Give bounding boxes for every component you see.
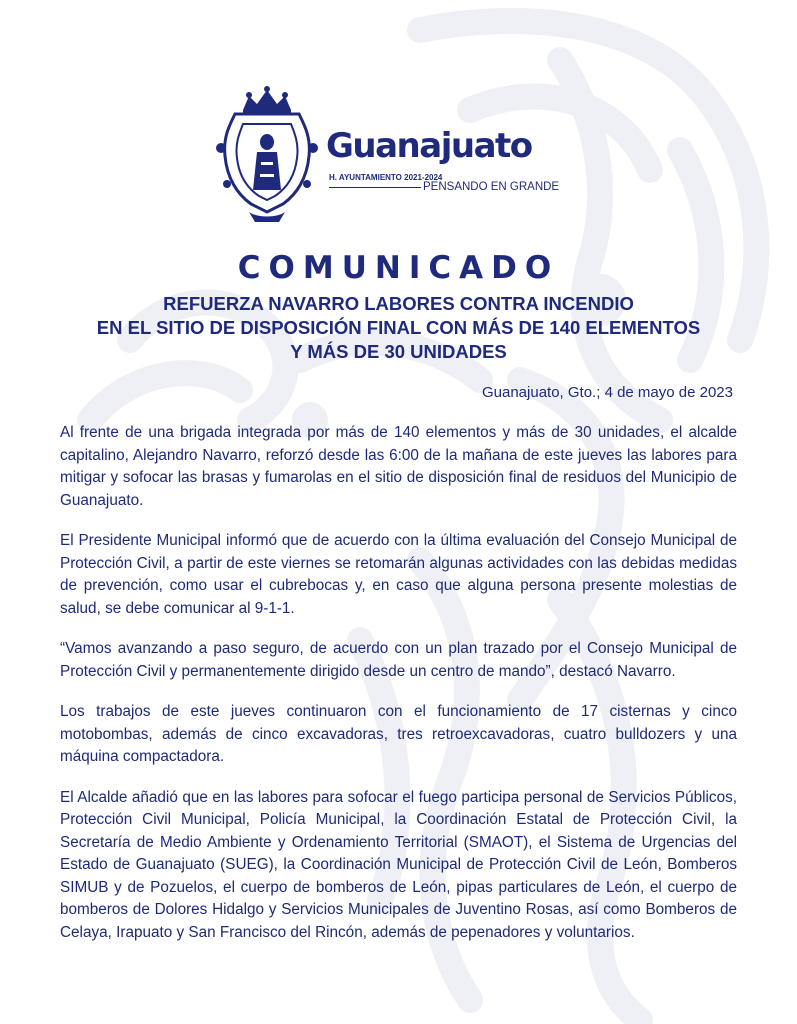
- body-paragraph: Los trabajos de este jueves continuaron con el funcionamiento de 17 cisternas y cinco motobombas, además de cinco excavadoras, tres retroexcavadoras, cuatro bulldozers y una máquina compactadora.: [60, 703, 737, 765]
- body-paragraph: El Alcalde añadió que en las labores para sofocar el fuego participa personal de Servicios Públicos, Protección Civil Municipal, Policía Municipal, la Coordinación Estatal de Protección Civil, la Secretaría de Medio Ambiente y Ordenamiento Territorial (SMAOT), el Sistema de Urgencias del Estado de Guanajuato (SUEG), la Coordinación Municipal de Protección Civil de León, Bomberos SIMUB y de Pozuelos, el cuerpo de bomberos de León, pipas particulares de León, el cuerpo de bomberos de Dolores Hidalgo y Servicios Municipales de Juventino Rosas, así como Bomberos de Celaya, Irapuato y San Francisco del Rincón, además de pepenadores y voluntarios.: [60, 788, 737, 941]
- subtitle-line: Y MÁS DE 30 UNIDADES: [290, 341, 507, 362]
- document-title: COMUNICADO: [237, 250, 560, 286]
- slogan-rule: [329, 187, 421, 188]
- subtitle-line: REFUERZA NAVARRO LABORES CONTRA INCENDIO: [163, 293, 634, 314]
- guanajuato-coat-of-arms-icon: [213, 86, 321, 222]
- document-subtitle: [40, 292, 757, 364]
- body-paragraph: Al frente de una brigada integrada por más de 140 elementos y más de 30 unidades, el alcalde capitalino, Alejandro Navarro, reforzó desde las 6:00 de la mañana de este jueves las labores para mitigar y sofocar las brasas y fumarolas en el sitio de disposición final de residuos del Municipio de Guanajuato.: [60, 424, 737, 509]
- press-release-body: [60, 422, 737, 962]
- body-paragraph: “Vamos avanzando a paso seguro, de acuerdo con un plan trazado por el Consejo Municipal de Protección Civil y permanentemente dirigido desde un centro de mando”, destacó Navarro.: [60, 640, 737, 680]
- brand-slogan: PENSANDO EN GRANDE: [423, 181, 560, 193]
- council-period: H. AYUNTAMIENTO 2021-2024: [329, 173, 443, 182]
- body-paragraph: El Presidente Municipal informó que de acuerdo con la última evaluación del Consejo Municipal de Protección Civil, a partir de este viernes se retomarán algunas actividades con las debidas medidas de prevención, como usar el cubrebocas y, en caso que alguna persona presente molestias de salud, se debe comunicar al 9-1-1.: [60, 532, 737, 617]
- brand-name: Guanajuato: [326, 126, 532, 166]
- subtitle-line: EN EL SITIO DE DISPOSICIÓN FINAL CON MÁS DE 140 ELEMENTOS: [96, 317, 701, 338]
- header-brand: [213, 86, 573, 226]
- dateline: Guanajuato, Gto.; 4 de mayo de 2023: [481, 384, 733, 401]
